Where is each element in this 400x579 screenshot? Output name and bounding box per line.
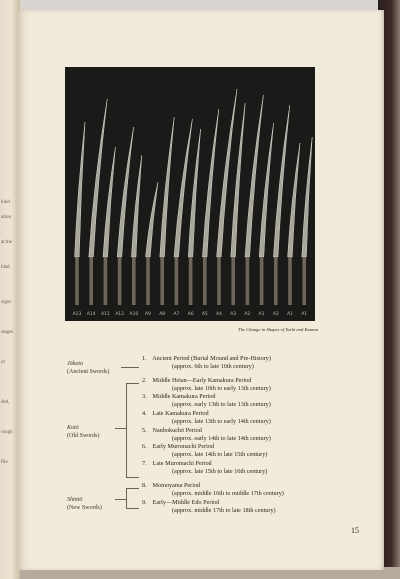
era-name: Jōkoto <box>67 361 83 367</box>
bracket-line <box>126 477 139 478</box>
period-dates: (approx. 6th to late 10th century) <box>172 362 254 370</box>
sword-label: A7 <box>173 312 180 317</box>
sword-tang <box>146 257 150 305</box>
sword-tang <box>246 257 250 305</box>
facing-page-text: or <box>1 360 6 365</box>
book-page <box>18 10 384 570</box>
period-dates: (approx. late 15th to late 16th century) <box>172 467 268 475</box>
sword-tang <box>203 257 207 305</box>
bracket-line <box>115 499 126 500</box>
sword-blade <box>259 123 273 257</box>
sword-label: A1 <box>258 312 265 317</box>
sword-blade <box>188 129 200 257</box>
facing-page-text: kind <box>1 200 10 205</box>
era-shinto <box>67 496 102 512</box>
sword-blade <box>117 127 133 257</box>
period-number: 9. <box>142 499 147 506</box>
facing-page-text: ded, <box>1 400 10 405</box>
bracket-line <box>126 383 127 478</box>
period-name: Early Muromachi Period <box>152 443 215 450</box>
period-number: 3. <box>142 393 147 400</box>
sword-label: A8 <box>159 312 166 317</box>
period-name: Nanbokuchō Period <box>152 427 202 434</box>
sword-tang <box>132 257 136 305</box>
period-name: Momoyama Period <box>152 482 201 489</box>
period-item <box>142 410 271 425</box>
era-translation: (New Swords) <box>67 505 102 511</box>
bracket-line <box>121 367 139 368</box>
period-item <box>142 393 271 408</box>
page-number: 15 <box>351 526 359 535</box>
period-number: 4. <box>142 410 147 417</box>
sword-tang <box>260 257 264 305</box>
era-name: Shintō <box>67 497 83 503</box>
era-koto <box>67 424 100 440</box>
sword-blade <box>146 182 158 257</box>
facing-page-text: stages <box>1 330 14 335</box>
sword-blade <box>160 117 174 257</box>
sword-tang <box>175 257 179 305</box>
period-dates: (approx. late 10th to early 13th century) <box>172 384 271 392</box>
sword-blade <box>302 137 312 257</box>
sword-tang <box>274 257 278 305</box>
sword-tang <box>302 257 306 305</box>
facing-page-text: rough <box>1 430 13 435</box>
sword-label: A1 <box>287 312 293 317</box>
sword-label: A4 <box>216 312 222 317</box>
facing-page-text: file <box>1 460 8 465</box>
period-item <box>142 377 271 392</box>
period-dates: (approx. late 14th to late 15th century) <box>172 450 268 458</box>
period-dates: (approx. early 13th to late 13th century) <box>172 400 271 408</box>
period-dates: (approx. early 14th to late 14th century) <box>172 434 271 442</box>
sword-label: A2 <box>272 312 279 317</box>
period-name: Late Kamakura Period <box>152 410 209 417</box>
period-dates: (approx. late 13th to early 14th century) <box>172 417 271 425</box>
period-name: Ancient Period (Burial Mound and Pre-History) <box>152 355 271 362</box>
era-translation: (Ancient Swords) <box>67 369 110 375</box>
facing-page-text: at the <box>1 240 12 245</box>
period-item <box>142 427 271 442</box>
sword-label: A6 <box>187 312 194 317</box>
sword-label: A3 <box>230 312 237 317</box>
sword-blade <box>288 143 300 257</box>
era-translation: (Old Swords) <box>67 433 100 439</box>
period-dates: (approx. middle 17th to late 18th century) <box>172 506 276 514</box>
period-item <box>142 460 267 475</box>
facing-page-text: blad <box>1 265 10 270</box>
period-item <box>142 355 271 370</box>
sword-tang <box>89 257 93 305</box>
period-name: Middle Kamakura Period <box>152 393 216 400</box>
sword-tang <box>75 257 79 305</box>
sword-label: A11 <box>100 312 110 317</box>
bracket-line <box>126 383 139 384</box>
sword-tang <box>217 257 221 305</box>
period-item <box>142 482 284 497</box>
sword-tang <box>231 257 235 305</box>
sword-tang <box>118 257 122 305</box>
sword-blade <box>202 109 218 257</box>
sword-tang <box>189 257 193 305</box>
sword-label: A13 <box>72 312 82 317</box>
sword-label: A5 <box>201 312 208 317</box>
sword-tang <box>104 257 108 305</box>
era-jokoto <box>67 360 110 376</box>
bracket-line <box>115 428 126 429</box>
bracket-line <box>126 508 139 509</box>
sword-blade <box>131 155 141 257</box>
sword-label: A10 <box>129 312 139 317</box>
period-number: 7. <box>142 460 147 467</box>
facing-page-text: ation <box>1 215 11 220</box>
period-item <box>142 443 267 458</box>
era-name: Kotō <box>67 425 79 431</box>
period-number: 1. <box>142 355 147 362</box>
period-item <box>142 499 276 514</box>
sword-photograph <box>65 67 315 321</box>
period-number: 6. <box>142 443 147 450</box>
period-name: Middle Heian—Early Kamakura Period <box>152 377 252 384</box>
facing-page-edge <box>0 0 20 579</box>
facing-page-text: signs <box>1 300 12 305</box>
sword-label: A12 <box>115 312 125 317</box>
period-number: 8. <box>142 482 147 489</box>
period-number: 2. <box>142 377 147 384</box>
bracket-line <box>126 488 139 489</box>
sword-blade <box>273 105 289 257</box>
sword-tang <box>160 257 164 305</box>
figure-caption: The Change in Shapes of Tachi and Katana <box>238 327 318 332</box>
sword-blade <box>103 147 115 257</box>
sword-blades-illustration <box>65 67 315 321</box>
sword-tang <box>288 257 292 305</box>
period-dates: (approx. middle 16th to middle 17th century) <box>172 489 284 497</box>
period-name: Early—Middle Edo Period <box>152 499 220 506</box>
period-number: 5. <box>142 427 147 434</box>
bracket-line <box>126 488 127 508</box>
sword-blade <box>89 99 107 257</box>
sword-label: A9 <box>145 312 151 317</box>
sword-label: A1 <box>301 312 308 317</box>
sword-blade <box>231 103 245 257</box>
sword-label: A14 <box>86 312 96 317</box>
sword-label: A2 <box>244 312 251 317</box>
sword-blade <box>75 122 85 257</box>
period-name: Late Muromachi Period <box>152 460 212 467</box>
